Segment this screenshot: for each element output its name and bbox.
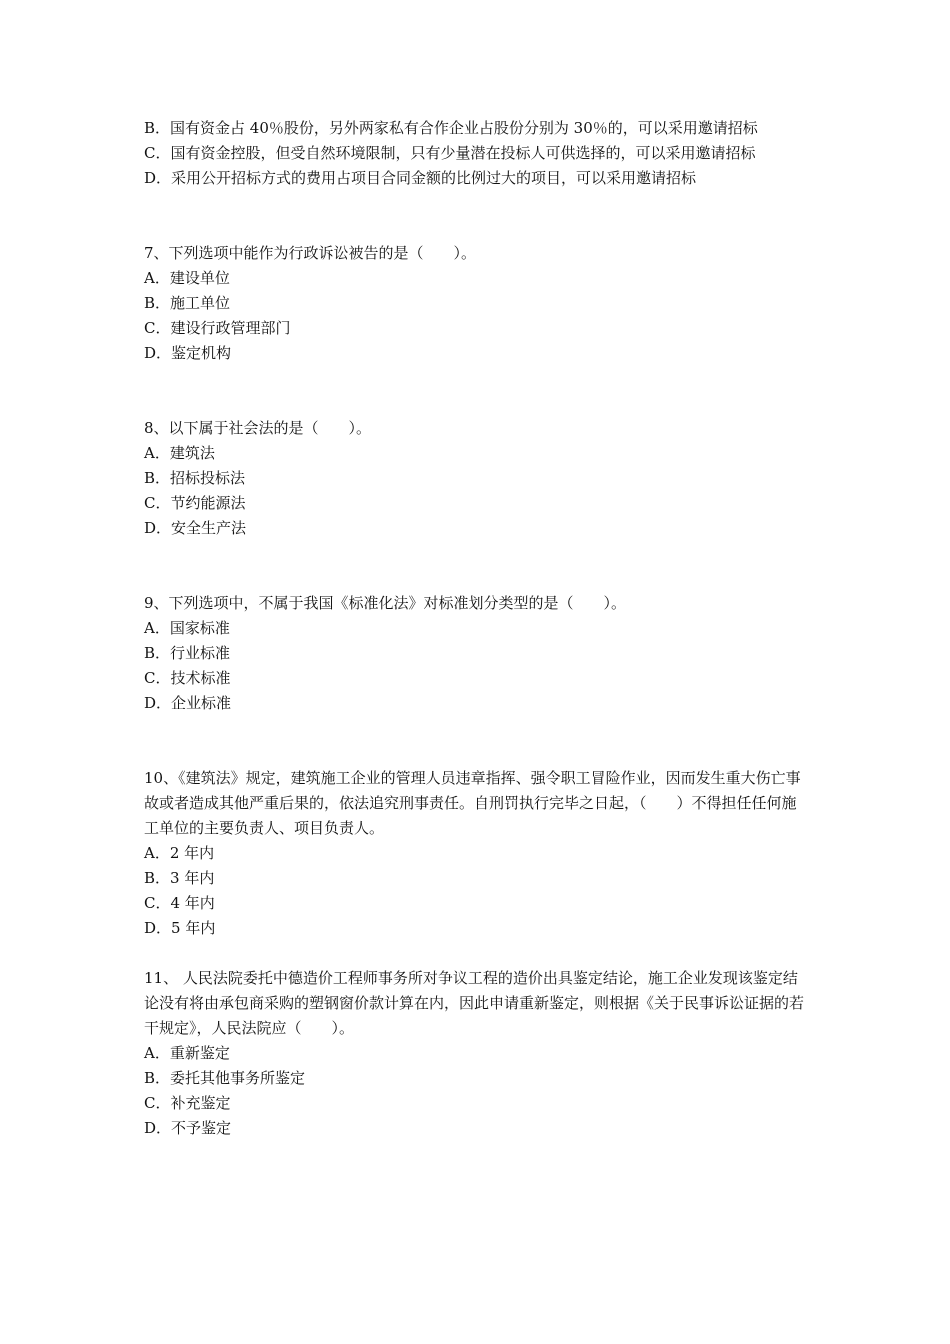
question-6-continued xyxy=(144,116,810,191)
question-11-stem: 11、 人民法院委托中德造价工程师事务所对争议工程的造价出具鉴定结论，施工企业发现该鉴定结论没有将由承包商采购的塑钢窗价款计算在内，因此申请重新鉴定，则根据《关于民事诉讼证据的若干规定》，人民法院应（ ）。 xyxy=(144,969,805,1037)
question-9-option-a: A．国家标准 xyxy=(144,619,230,637)
question-10-stem: 10、《建筑法》规定，建筑施工企业的管理人员违章指挥、强令职工冒险作业，因而发生重大伤亡事故或者造成其他严重后果的，依法追究刑事责任。自刑罚执行完毕之日起，（ ）不得担任任何施工单位的主要负责人、项目负责人。 xyxy=(144,769,801,837)
spacer xyxy=(144,541,810,591)
question-11-option-b: B．委托其他事务所鉴定 xyxy=(144,1069,306,1087)
question-11-option-c: C．补充鉴定 xyxy=(144,1094,231,1112)
question-8-stem: 8、以下属于社会法的是（ ）。 xyxy=(144,419,372,437)
question-7-option-b: B．施工单位 xyxy=(144,294,231,312)
question-9-stem: 9、下列选项中，不属于我国《标准化法》对标准划分类型的是（ ）。 xyxy=(144,594,627,612)
question-10-option-a: A．2 年内 xyxy=(144,844,215,862)
question-8-option-d: D．安全生产法 xyxy=(144,519,247,537)
question-11-option-a: A．重新鉴定 xyxy=(144,1044,230,1062)
question-10-option-c: C．4 年内 xyxy=(144,894,215,912)
spacer xyxy=(144,366,810,416)
question-10-option-d: D．5 年内 xyxy=(144,919,216,937)
question-7-option-a: A．建设单位 xyxy=(144,269,230,287)
question-9-option-c: C．技术标准 xyxy=(144,669,231,687)
question-6-option-b: B．国有资金占 40％股份，另外两家私有合作企业占股份分别为 30％的，可以采用邀请招标 xyxy=(144,119,758,137)
spacer xyxy=(144,941,810,966)
question-10 xyxy=(144,766,810,941)
spacer xyxy=(144,716,810,766)
question-9-option-d: D．企业标准 xyxy=(144,694,232,712)
question-8-option-a: A．建筑法 xyxy=(144,444,215,462)
question-7-stem: 7、下列选项中能作为行政诉讼被告的是（ ）。 xyxy=(144,244,477,262)
question-7-option-c: C．建设行政管理部门 xyxy=(144,319,291,337)
question-9-option-b: B．行业标准 xyxy=(144,644,231,662)
question-6-option-d: D．采用公开招标方式的费用占项目合同金额的比例过大的项目，可以采用邀请招标 xyxy=(144,169,697,187)
question-7 xyxy=(144,241,810,366)
question-8 xyxy=(144,416,810,541)
spacer xyxy=(144,191,810,241)
question-8-option-b: B．招标投标法 xyxy=(144,469,246,487)
document-body xyxy=(144,116,810,1141)
question-8-option-c: C．节约能源法 xyxy=(144,494,246,512)
question-7-option-d: D．鉴定机构 xyxy=(144,344,232,362)
question-10-option-b: B．3 年内 xyxy=(144,869,215,887)
question-6-option-c: C．国有资金控股，但受自然环境限制，只有少量潜在投标人可供选择的，可以采用邀请招标 xyxy=(144,144,756,162)
question-11-option-d: D．不予鉴定 xyxy=(144,1119,232,1137)
question-9 xyxy=(144,591,810,716)
question-11 xyxy=(144,966,810,1141)
